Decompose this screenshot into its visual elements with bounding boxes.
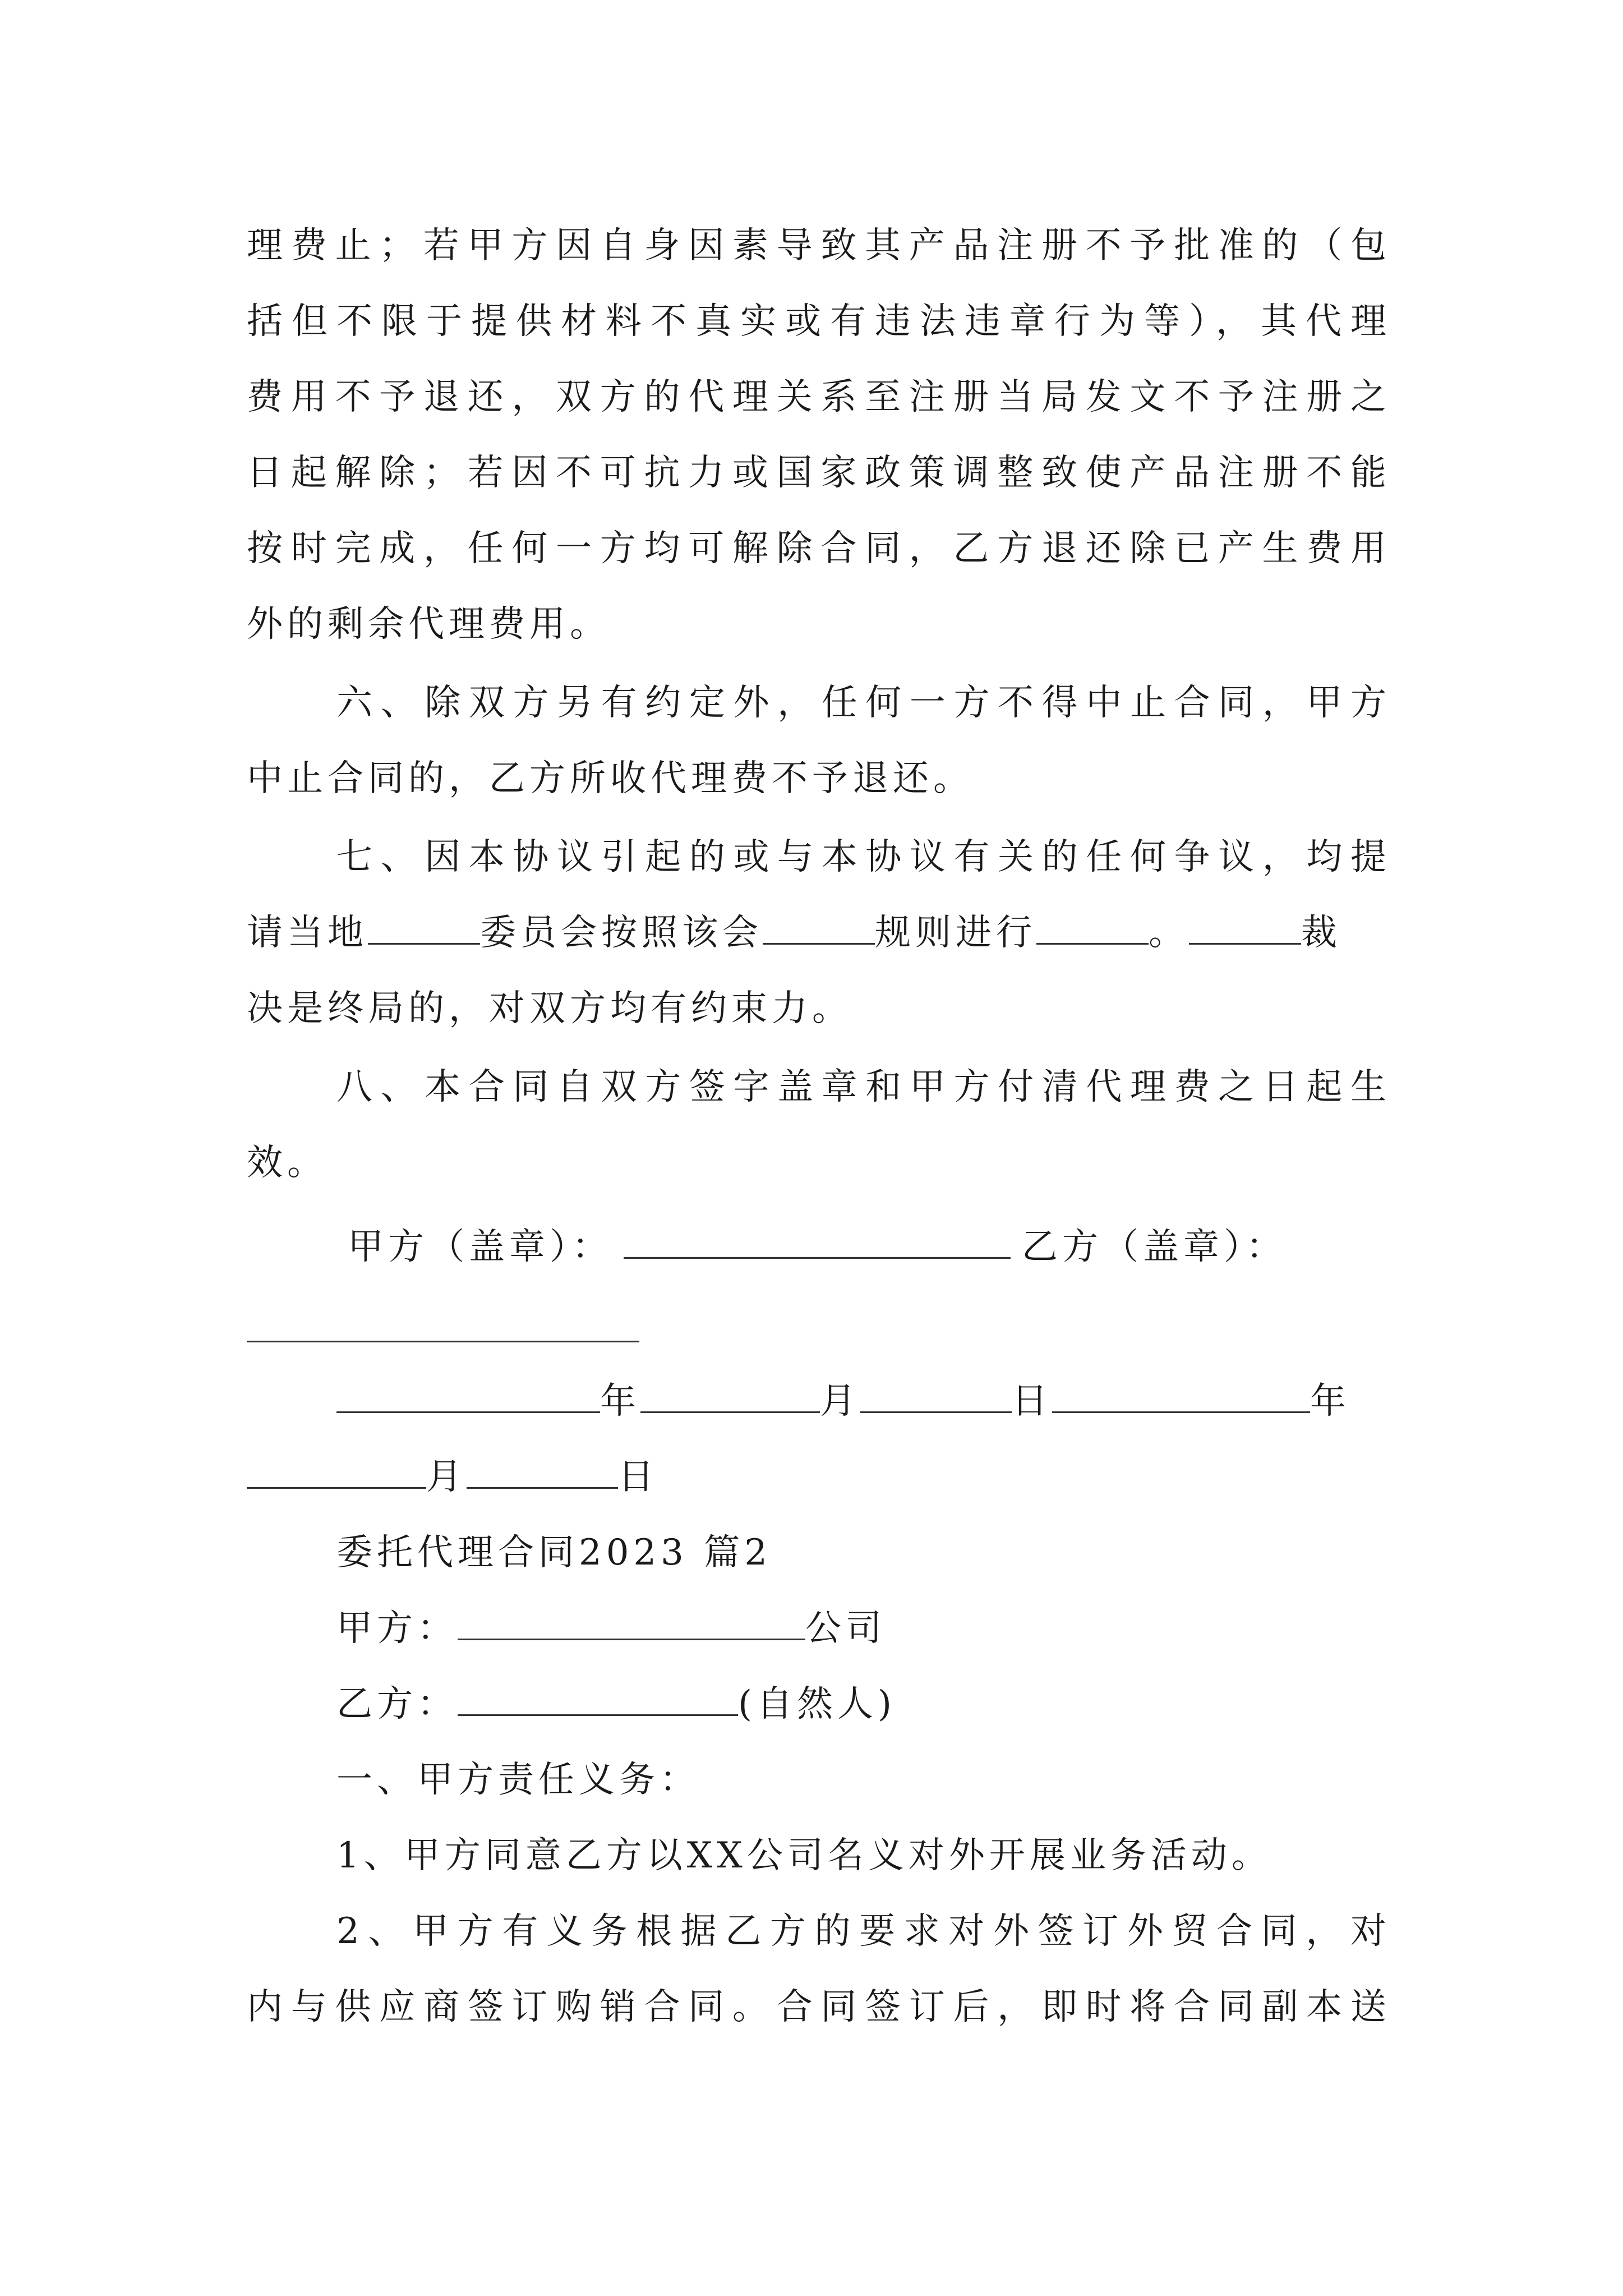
paragraph-line: 外的剩余代理费用。 [247,604,610,645]
blank-field [368,906,480,945]
paragraph-line: 七、因本协议引起的或与本协议有关的任何争议，均提 [336,836,1391,878]
date-line: 年 月 日 年 [336,1374,1391,1428]
party-a-name-field [458,1602,805,1640]
paragraph-line: 内与供应商签订购销合同。合同签订后，即时将合同副本送 [247,1986,1391,2028]
paragraph-line: 决是终局的，对双方均有约束力。 [247,988,852,1029]
party-a-seal-field [624,1220,1011,1259]
paragraph-line: 费用不予退还，双方的代理关系至注册当局发文不予注册之 [247,376,1391,418]
list-item: 1、甲方同意乙方以XX公司名义对外开展业务活动。 [336,1835,1272,1876]
party-a-seal-label: 甲方（盖章）： [348,1226,612,1268]
paragraph-line: 括但不限于提供材料不真实或有违法违章行为等），其代理 [247,301,1391,342]
date-line: 月 日 [247,1450,1391,1504]
day-field [860,1374,1012,1413]
paragraph-line: 按时完成，任何一方均可解除合同，乙方退还除已产生费用 [247,528,1391,569]
party-b-seal-field [247,1341,639,1342]
paragraph-line: 日起解除；若因不可抗力或国家政策调整致使产品注册不能 [247,452,1391,494]
month-field [247,1450,426,1489]
paragraph-line: 中止合同的，乙方所收代理费不予退还。 [247,758,974,799]
year-field [1052,1374,1310,1413]
blank-field [763,906,875,945]
blank-field [1036,906,1149,945]
paragraph-line: 理费止；若甲方因自身因素导致其产品注册不予批准的（包 [247,225,1391,266]
blank-field [1189,906,1301,945]
signature-line [348,1220,1391,1274]
paragraph-line: 效。 [247,1142,328,1184]
month-field [640,1374,820,1413]
year-field [336,1374,600,1413]
section-heading: 一、甲方责任义务： [336,1759,700,1801]
paragraph-line: 六、除双方另有约定外，任何一方不得中止合同，甲方 [336,682,1391,724]
party-b-line: 乙方： (自然人) [336,1677,1391,1731]
party-b-name-field [458,1677,738,1716]
section-title: 委托代理合同2023 篇2 [336,1532,772,1573]
list-item: 2、甲方有义务根据乙方的要求对外签订外贸合同，对 [336,1911,1391,1952]
party-a-line: 甲方： 公司 [336,1602,1391,1655]
party-b-seal-label: 乙方（盖章）： [1022,1226,1287,1268]
arbitration-line: 请当地 委员会按照该会 规则进行 。 裁 [247,906,1391,960]
day-field [467,1450,618,1489]
paragraph-line: 八、本合同自双方签字盖章和甲方付清代理费之日起生 [336,1066,1391,1108]
